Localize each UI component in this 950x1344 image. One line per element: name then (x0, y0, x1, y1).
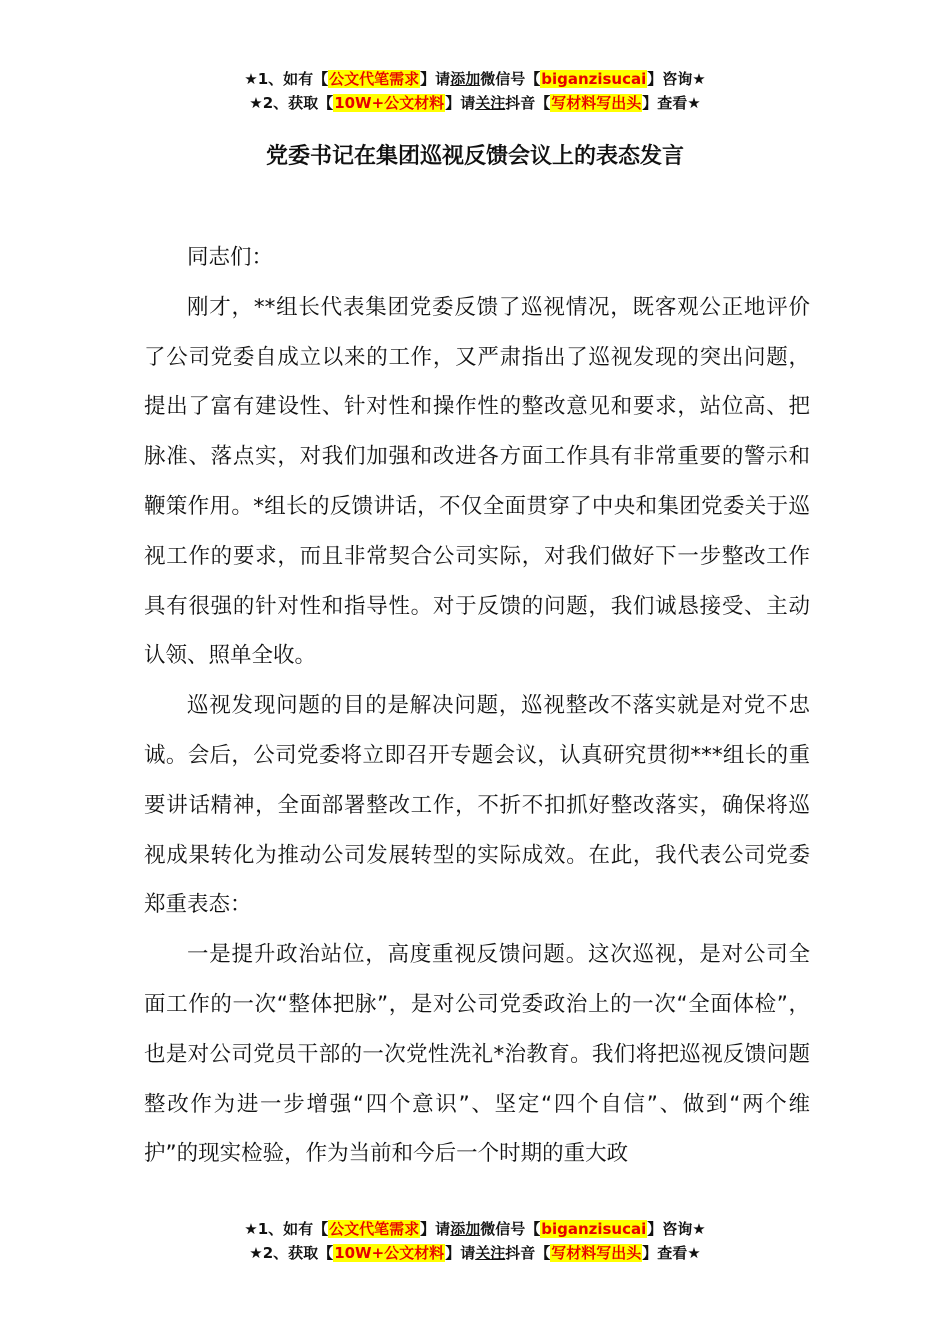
promo-text: 】请 (445, 94, 476, 112)
promo-line-1 (0, 1218, 950, 1242)
body-paragraph: 巡视发现问题的目的是解决问题，巡视整改不落实就是对党不忠诚。会后，公司党委将立即召开专题会议，认真研究贯彻***组长的重要讲话精神，全面部署整改工作，不折不扣抓好整改落实，确保将巡视成果转化为推动公司发展转型的实际成效。在此，我代表公司党委郑重表态： (144, 693, 810, 918)
promo-text: 微信号【 (480, 1220, 541, 1238)
promo-text: 】请 (420, 70, 451, 88)
promo-text: ★2、获取【 (249, 1244, 334, 1262)
promo-emphasis: 关注 (475, 94, 506, 112)
promo-line-2 (0, 1242, 950, 1266)
promo-emphasis: 添加 (450, 1220, 481, 1238)
footer-promo-banner (0, 1218, 950, 1266)
promo-emphasis: 关注 (475, 1244, 506, 1262)
promo-highlight: 10W+公文材料 (334, 94, 445, 112)
document-body (144, 233, 810, 1179)
promo-highlight: 公文代笔需求 (329, 1220, 420, 1238)
document-title: 党委书记在集团巡视反馈会议上的表态发言 (265, 144, 684, 169)
promo-text: ★2、获取【 (249, 94, 334, 112)
header-promo-banner (0, 68, 950, 116)
promo-line-1 (0, 68, 950, 92)
promo-highlight: 写材料写出头 (551, 94, 642, 112)
promo-text: 】请 (420, 1220, 451, 1238)
promo-text: 微信号【 (480, 70, 541, 88)
salutation: 同志们： (187, 245, 274, 270)
promo-emphasis: 添加 (450, 70, 481, 88)
promo-highlight: biganzisucai (541, 70, 647, 88)
promo-highlight: 写材料写出头 (551, 1244, 642, 1262)
promo-line-2 (0, 92, 950, 116)
body-paragraph: 刚才，**组长代表集团党委反馈了巡视情况，既客观公正地评价了公司党委自成立以来的工作，又严肃指出了巡视发现的突出问题，提出了富有建设性、针对性和操作性的整改意见和要求，站位高、把脉准、落点实，对我们加强和改进各方面工作具有非常重要的警示和鞭策作用。*组长的反馈讲话，不仅全面贯穿了中央和集团党委关于巡视工作的要求，而且非常契合公司实际，对我们做好下一步整改工作具有很强的针对性和指导性。对于反馈的问题，我们诚恳接受、主动认领、照单全收。 (144, 294, 810, 669)
promo-text: 】查看★ (642, 1244, 701, 1262)
promo-text: 】咨询★ (647, 1220, 706, 1238)
promo-highlight: 10W+公文材料 (334, 1244, 445, 1262)
promo-text: 抖音【 (505, 1244, 551, 1262)
promo-text: ★1、如有【 (244, 70, 329, 88)
promo-highlight: 公文代笔需求 (329, 70, 420, 88)
promo-text: 】请 (445, 1244, 476, 1262)
promo-text: 】查看★ (642, 94, 701, 112)
promo-text: 抖音【 (505, 94, 551, 112)
promo-highlight: biganzisucai (541, 1220, 647, 1238)
promo-text: ★1、如有【 (244, 1220, 329, 1238)
body-paragraph: 一是提升政治站位，高度重视反馈问题。这次巡视，是对公司全面工作的一次“整体把脉”，是对公司党委政治上的一次“全面体检”，也是对公司党员干部的一次党性洗礼*治教育。我们将把巡视反馈问题整改作为进一步增强“四个意识”、坚定“四个自信”、做到“两个维护”的现实检验，作为当前和今后一个时期的重大政 (144, 942, 810, 1167)
promo-text: 】咨询★ (647, 70, 706, 88)
